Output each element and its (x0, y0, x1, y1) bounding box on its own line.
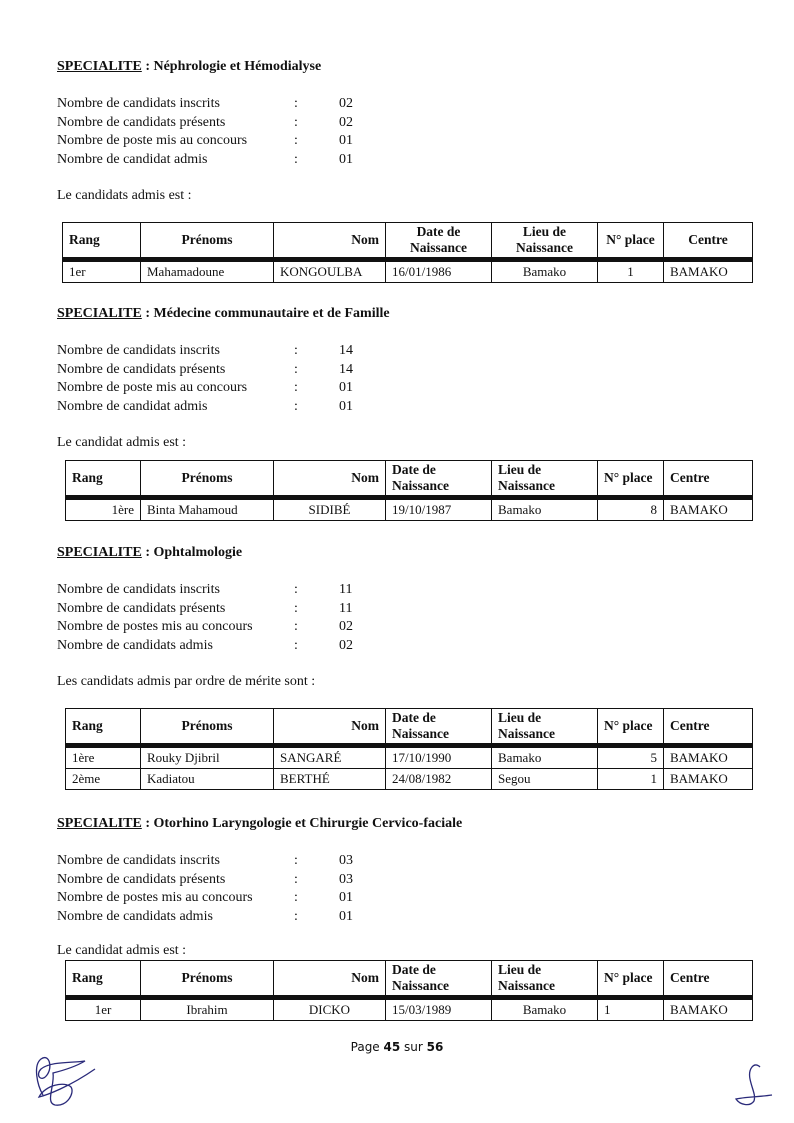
stat-value: 01 (339, 133, 353, 148)
stat-colon: : (294, 380, 298, 395)
stat-colon: : (294, 133, 298, 148)
stat-label: Nombre de poste mis au concours (57, 133, 248, 148)
page-total: 56 (426, 1040, 444, 1054)
results-table (65, 708, 753, 790)
admitted-intro: Le candidat admis est : (57, 943, 187, 958)
cell-rang: 2ème (66, 769, 141, 790)
cell-date-naissance: 19/10/1987 (386, 498, 492, 521)
cell-nom: SANGARÉ (274, 746, 386, 769)
stat-colon: : (294, 619, 298, 634)
specialty-keyword: SPECIALITE (57, 59, 142, 74)
cell-prenoms: Binta Mahamoud (141, 498, 274, 521)
stat-row (57, 889, 757, 908)
stat-label: Nombre de candidat admis (57, 151, 208, 167)
stat-label: Nombre de candidats présents (57, 114, 226, 130)
cell-rang: 1er (63, 260, 141, 283)
cell-num-place: 1 (598, 998, 664, 1021)
specialty-keyword: SPECIALITE (57, 816, 142, 831)
results-table (62, 222, 753, 283)
stat-value: 02 (339, 619, 353, 634)
table-header-row (63, 223, 753, 260)
stat-value: 01 (339, 380, 353, 395)
stat-label: Nombre de postes mis au concours (57, 890, 253, 905)
results-table (65, 460, 753, 521)
stat-colon: : (294, 343, 298, 358)
stat-label: Nombre de postes mis au concours (57, 619, 253, 634)
stat-value: 11 (339, 600, 353, 616)
stat-row (57, 618, 757, 637)
cell-lieu-naissance: Bamako (492, 260, 598, 283)
cell-centre: BAMAKO (664, 260, 753, 283)
stat-row (57, 361, 757, 380)
specialty-title (57, 58, 757, 76)
stat-value: 02 (339, 637, 353, 653)
signature-right (730, 1055, 780, 1110)
header-centre: Centre (664, 961, 753, 998)
stat-label: Nombre de candidats admis (57, 637, 213, 653)
stat-row (57, 151, 757, 170)
stat-label: Nombre de candidats inscrits (57, 582, 220, 597)
cell-prenoms: Ibrahim (141, 998, 274, 1021)
cell-date-naissance: 16/01/1986 (386, 260, 492, 283)
stat-label: Nombre de candidats admis (57, 908, 213, 924)
admitted-intro: Les candidats admis par ordre de mérite sont : (57, 674, 316, 689)
stat-row (57, 398, 757, 417)
page-number (0, 1040, 794, 1054)
stat-label: Nombre de candidats présents (57, 600, 226, 616)
cell-nom: KONGOULBA (274, 260, 386, 283)
cell-nom: BERTHÉ (274, 769, 386, 790)
specialty-name: : Néphrologie et Hémodialyse (141, 59, 322, 74)
stat-label: Nombre de candidats présents (57, 871, 226, 887)
stat-value: 01 (339, 908, 353, 924)
stat-value: 03 (339, 871, 353, 887)
stat-row (57, 637, 757, 656)
admitted-intro: Le candidats admis est : (57, 188, 192, 203)
cell-lieu-naissance: Bamako (492, 998, 598, 1021)
cell-lieu-naissance: Segou (492, 769, 598, 790)
cell-date-naissance: 24/08/1982 (386, 769, 492, 790)
header-prenoms: Prénoms (141, 709, 274, 746)
stat-value: 02 (339, 96, 353, 111)
stat-row (57, 581, 757, 600)
header-nom: Nom (274, 961, 386, 998)
stat-value: 14 (339, 343, 353, 358)
stat-colon: : (294, 600, 298, 616)
cell-lieu-naissance: Bamako (492, 746, 598, 769)
table-row (66, 769, 753, 790)
header-num-place: N° place (598, 961, 664, 998)
specialty-section-ophtalmologie (57, 544, 757, 691)
cell-lieu-naissance: Bamako (492, 498, 598, 521)
specialty-name: : Médecine communautaire et de Famille (141, 306, 390, 321)
stat-row (57, 871, 757, 890)
page-prefix: Page (350, 1040, 384, 1054)
stat-row (57, 600, 757, 619)
cell-num-place: 5 (598, 746, 664, 769)
stats-list (57, 581, 757, 655)
header-rang: Rang (66, 461, 141, 498)
table-row (66, 498, 753, 521)
header-num-place: N° place (598, 223, 664, 260)
header-nom: Nom (274, 461, 386, 498)
header-nom: Nom (274, 709, 386, 746)
stat-row (57, 342, 757, 361)
header-lieu-naissance: Lieu de Naissance (492, 461, 598, 498)
stat-colon: : (294, 151, 298, 167)
specialty-section-nephrologie (57, 58, 757, 205)
specialty-keyword: SPECIALITE (57, 306, 142, 321)
stat-colon: : (294, 637, 298, 653)
table-row (66, 998, 753, 1021)
specialty-title (57, 305, 757, 323)
stats-list (57, 852, 757, 926)
specialty-section-medecine-famille (57, 305, 757, 452)
stat-colon: : (294, 853, 298, 868)
stat-colon: : (294, 361, 298, 377)
header-lieu-naissance: Lieu de Naissance (492, 961, 598, 998)
cell-num-place: 1 (598, 769, 664, 790)
table-header-row (66, 961, 753, 998)
stat-colon: : (294, 96, 298, 111)
stat-value: 14 (339, 361, 353, 377)
header-num-place: N° place (598, 461, 664, 498)
stat-value: 11 (339, 582, 353, 597)
stat-colon: : (294, 908, 298, 924)
header-date-naissance: Date de Naissance (386, 223, 492, 260)
table-header-row (66, 709, 753, 746)
header-rang: Rang (66, 961, 141, 998)
cell-centre: BAMAKO (664, 769, 753, 790)
stat-colon: : (294, 871, 298, 887)
specialty-title (57, 544, 757, 562)
cell-centre: BAMAKO (664, 498, 753, 521)
cell-prenoms: Rouky Djibril (141, 746, 274, 769)
admitted-intro: Le candidat admis est : (57, 435, 187, 450)
cell-centre: BAMAKO (664, 998, 753, 1021)
cell-nom: SIDIBÉ (274, 498, 386, 521)
results-table (65, 960, 753, 1021)
specialty-name: : Ophtalmologie (141, 545, 243, 560)
cell-prenoms: Mahamadoune (141, 260, 274, 283)
stat-value: 01 (339, 151, 353, 167)
specialty-keyword: SPECIALITE (57, 545, 142, 560)
stat-row (57, 132, 757, 151)
page-current: 45 (383, 1040, 401, 1054)
cell-date-naissance: 15/03/1989 (386, 998, 492, 1021)
stat-value: 02 (339, 114, 353, 130)
specialty-title (57, 815, 757, 833)
header-date-naissance: Date de Naissance (386, 961, 492, 998)
stat-row (57, 95, 757, 114)
cell-centre: BAMAKO (664, 746, 753, 769)
header-lieu-naissance: Lieu de Naissance (492, 709, 598, 746)
stats-list (57, 95, 757, 169)
specialty-name: : Otorhino Laryngologie et Chirurgie Cervico-faciale (141, 816, 463, 831)
table-header-row (66, 461, 753, 498)
stat-row (57, 114, 757, 133)
stat-value: 03 (339, 853, 353, 868)
stat-label: Nombre de candidats inscrits (57, 343, 220, 358)
cell-nom: DICKO (274, 998, 386, 1021)
stat-label: Nombre de candidats inscrits (57, 96, 220, 111)
header-rang: Rang (63, 223, 141, 260)
stat-row (57, 908, 757, 927)
cell-num-place: 8 (598, 498, 664, 521)
cell-num-place: 1 (598, 260, 664, 283)
cell-rang: 1ère (66, 746, 141, 769)
stat-value: 01 (339, 890, 353, 905)
stat-label: Nombre de candidats inscrits (57, 853, 220, 868)
header-rang: Rang (66, 709, 141, 746)
header-lieu-naissance: Lieu de Naissance (492, 223, 598, 260)
header-prenoms: Prénoms (141, 461, 274, 498)
header-centre: Centre (664, 223, 753, 260)
stat-colon: : (294, 114, 298, 130)
stat-row (57, 379, 757, 398)
header-centre: Centre (664, 709, 753, 746)
stat-label: Nombre de poste mis au concours (57, 380, 248, 395)
stats-list (57, 342, 757, 416)
cell-date-naissance: 17/10/1990 (386, 746, 492, 769)
header-prenoms: Prénoms (141, 223, 274, 260)
cell-rang: 1ère (66, 498, 141, 521)
header-centre: Centre (664, 461, 753, 498)
header-nom: Nom (274, 223, 386, 260)
stat-colon: : (294, 398, 298, 414)
stat-label: Nombre de candidats présents (57, 361, 226, 377)
header-num-place: N° place (598, 709, 664, 746)
signature-left (25, 1045, 105, 1115)
cell-prenoms: Kadiatou (141, 769, 274, 790)
table-row (63, 260, 753, 283)
stat-colon: : (294, 582, 298, 597)
stat-colon: : (294, 890, 298, 905)
page-middle: sur (400, 1040, 427, 1054)
header-prenoms: Prénoms (141, 961, 274, 998)
stat-row (57, 852, 757, 871)
header-date-naissance: Date de Naissance (386, 461, 492, 498)
stat-value: 01 (339, 398, 353, 414)
table-row (66, 746, 753, 769)
stat-label: Nombre de candidat admis (57, 398, 208, 414)
cell-rang: 1er (66, 998, 141, 1021)
header-date-naissance: Date de Naissance (386, 709, 492, 746)
specialty-section-orl (57, 815, 757, 960)
